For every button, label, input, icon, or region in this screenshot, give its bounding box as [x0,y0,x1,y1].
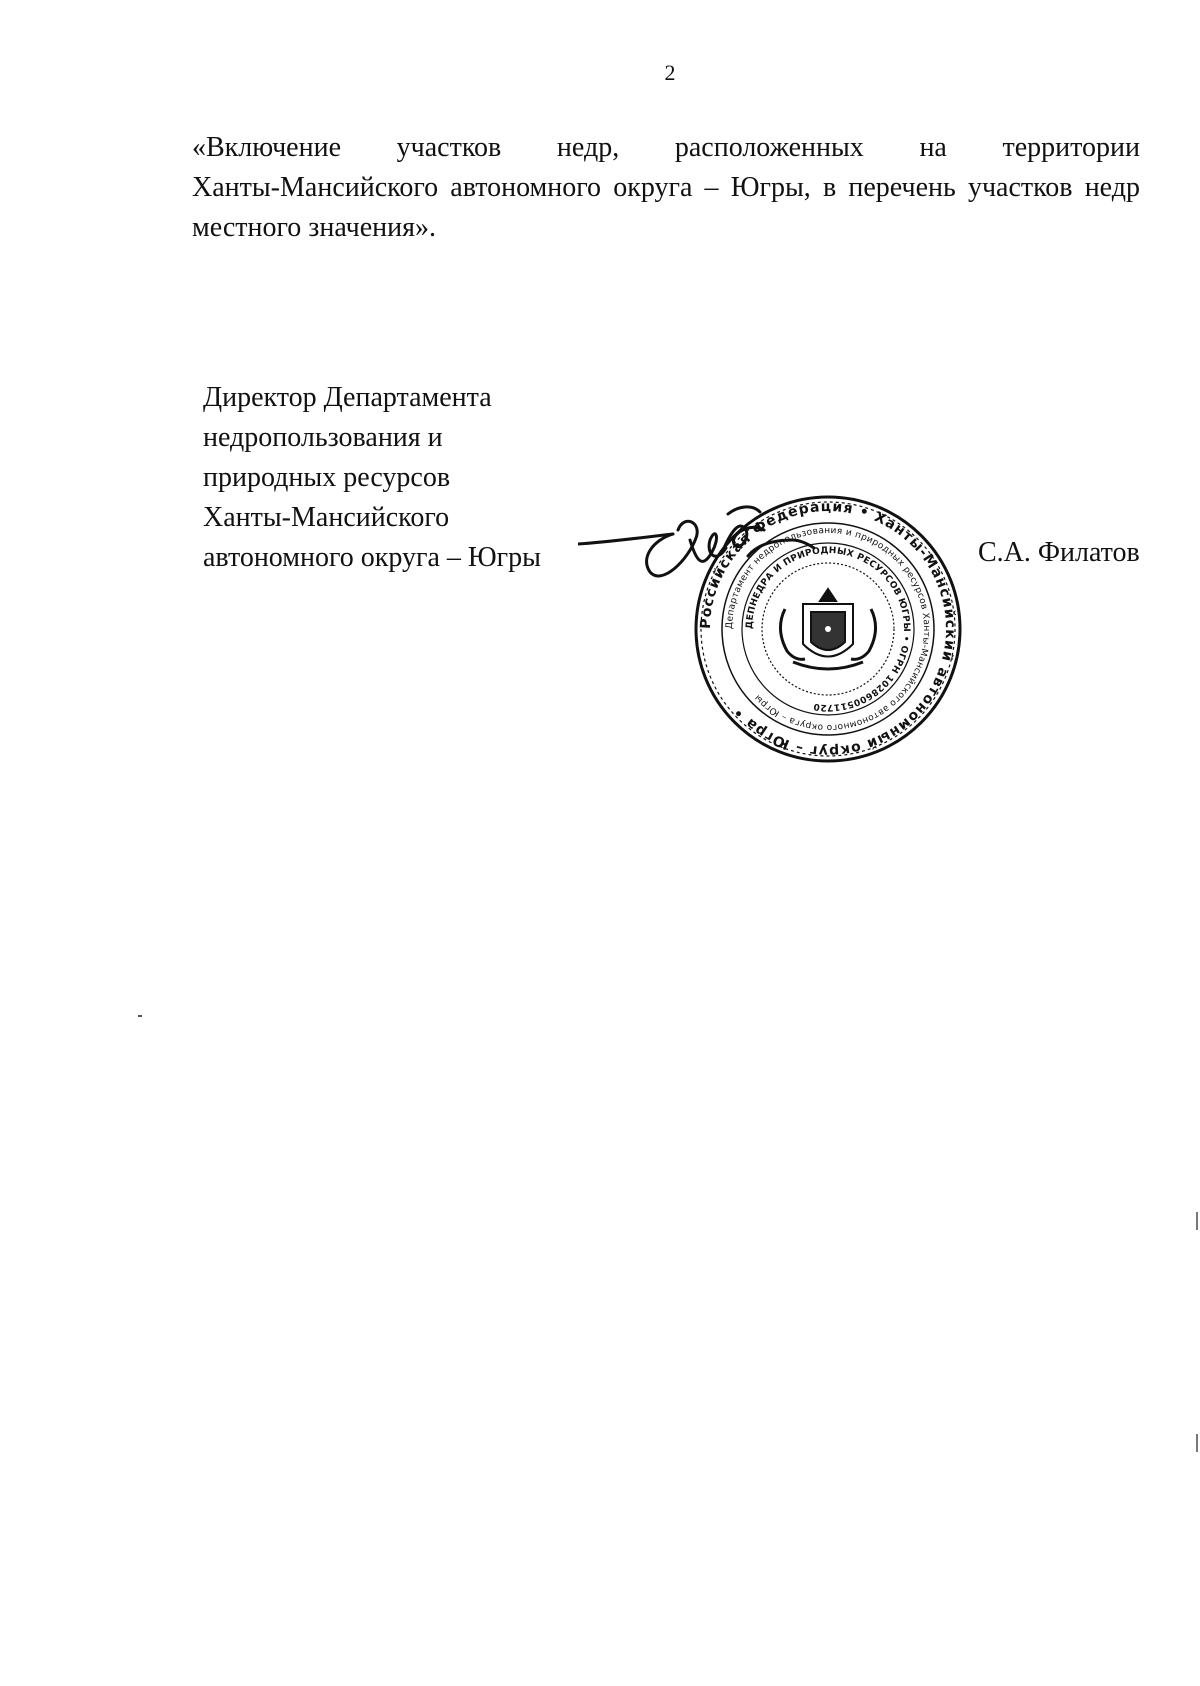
body-line-2: Ханты-Мансийского автономного округа – Югры, в перечень участков недр [192,172,1140,203]
signatory-title [203,378,541,578]
scan-artifact [1196,1212,1198,1230]
body-line-1: «Включение участков недр, расположенных на территории [192,132,1140,163]
body-line-3: местного значения». [192,212,436,243]
signatory-title-line: Директор Департамента [203,382,492,413]
handwritten-signature [578,500,818,600]
scan-artifact [138,1015,142,1017]
seal-outer-text: Российская Федерация • Ханты-Мансийский автономный округ – Югра • [697,498,959,760]
seal-inner-text: ДЕПНЕДРА И ПРИРОДНЫХ РЕСУРСОВ ЮГРЫ • ОГРН 1028600511720 [744,545,912,713]
scan-artifact [1196,1434,1198,1452]
body-paragraph [192,128,1140,248]
signatory-title-line: недропользования и [203,422,443,453]
signatory-title-line: Ханты-Мансийского [203,502,450,533]
page-number: 2 [664,60,676,85]
signatory-title-line: природных ресурсов [203,462,451,493]
signer-name: С.А. Филатов [978,537,1140,568]
signatory-title-line: автономного округа – Югры [203,542,541,573]
seal-middle-text: Департамент недропользования и природных ресурсов Ханты-Мансийского автономного округа – Югры [724,525,932,733]
